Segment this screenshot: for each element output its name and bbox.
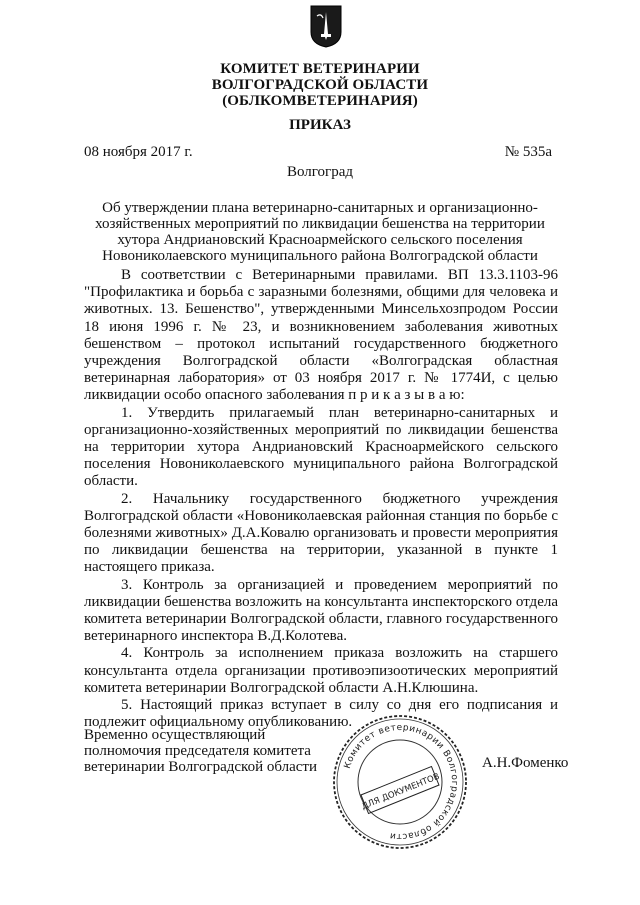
order-item-3: 3. Контроль за организацией и проведением мероприятий по ликвидации бешенства возложить на консультанта инспекторского отдела комитета ветеринарии Волгоградской области, главного государственного ветеринарного инспектора В.Д.Колотева. <box>84 576 558 645</box>
signatory-name: А.Н.Фоменко <box>482 755 569 771</box>
subject-line: Новониколаевского муниципального района Волгоградской области <box>102 248 538 264</box>
order-number: № 535а <box>504 144 552 160</box>
org-name-line2: ВОЛГОГРАДСКОЙ ОБЛАСТИ <box>211 77 429 93</box>
order-item-1: 1. Утвердить прилагаемый план ветеринарно-санитарных и организационно-хозяйственных мероприятий по ликвидации бешенства на территории хутора Андриановский Красноармейского сельского поселения Новониколаевского муниципального района Волгоградской области. <box>84 404 558 490</box>
order-subject <box>84 200 556 264</box>
order-body <box>84 267 558 731</box>
order-item-5: 5. Настоящий приказ вступает в силу со дня его подписания и подлежит официальному опубликованию. <box>84 697 558 731</box>
subject-line: Об утверждении плана ветеринарно-санитарных и организационно- <box>102 200 538 216</box>
stamp-seal <box>330 712 470 852</box>
org-name-line3: (ОБЛКОМВЕТЕРИНАРИЯ) <box>222 93 418 109</box>
position-line: полномочия председателя комитета <box>84 743 311 759</box>
stamp-center-text: ДЛЯ ДОКУМЕНТОВ <box>360 771 442 813</box>
order-city: Волгоград <box>286 164 353 180</box>
signatory-position <box>84 727 317 775</box>
subject-line: хутора Андриановский Красноармейского сельского поселения <box>117 232 523 248</box>
org-name-line1: КОМИТЕТ ВЕТЕРИНАРИИ <box>220 61 420 77</box>
position-line: ветеринарии Волгоградской области <box>84 759 317 775</box>
order-date: 08 ноября 2017 г. <box>84 144 193 160</box>
subject-line: хозяйственных мероприятий по ликвидации бешенства на территории <box>95 216 545 232</box>
order-item-2: 2. Начальнику государственного бюджетного учреждения Волгоградской области «Новониколаевская районная станция по борьбе с болезнями животных» Д.А.Ковалю организовать и провести мероприятия по ликвидации бешенства на территории, указанной в пункте 1 настоящего приказа. <box>84 490 558 576</box>
document-type: ПРИКАЗ <box>289 117 351 133</box>
stamp-outer-text: Комитет ветеринарии Волгоградской области <box>342 722 460 842</box>
preamble-paragraph: В соответствии с Ветеринарными правилами. ВП 13.3.1103-96 "Профилактика и борьба с заразными болезнями, общими для человека и животных. 13. Бешенство", утвержденными Минсельхозпродом России 18 июня 1996 г. № 23, и возникновением заболевания животных бешенством – протокол испытаний государственного бюджетного учреждения Волгоградской области «Волгоградская областная ветеринарная лаборатория» от 03 ноября 2017 г. № 1774И, с целью ликвидации особо опасного заболевания п р и к а з ы в а ю: <box>84 267 558 404</box>
position-line: Временно осуществляющий <box>84 727 266 743</box>
order-item-4: 4. Контроль за исполнением приказа возложить на старшего консультанта отдела организации противоэпизоотических мероприятий комитета ветеринарии Волгоградской области А.Н.Клюшина. <box>84 645 558 696</box>
coat-of-arms-icon <box>309 4 343 48</box>
